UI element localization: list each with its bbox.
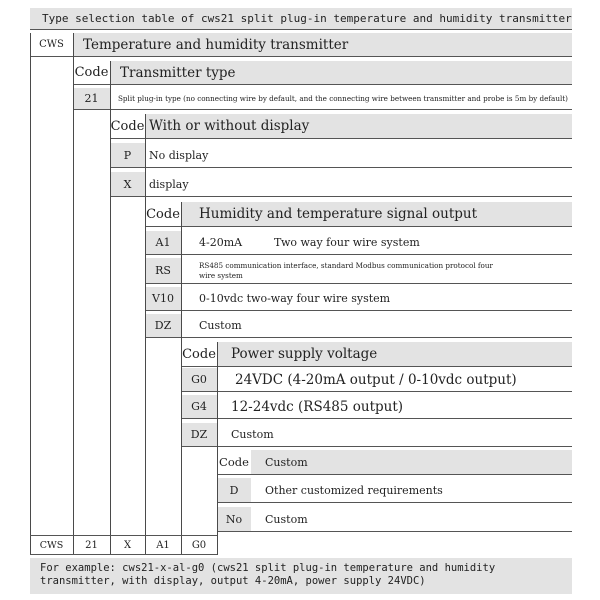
- option-code-v10: V10: [145, 287, 181, 311]
- level2-header: Transmitter type: [110, 61, 572, 85]
- option-code-p: P: [110, 143, 145, 168]
- option-code-21: 21: [73, 88, 110, 110]
- option-code-a1: A1: [145, 231, 181, 255]
- example-code-x: X: [110, 535, 145, 555]
- level1-header: Temperature and humidity transmitter: [73, 33, 572, 57]
- option-desc-d: Other customized requirements: [251, 478, 572, 503]
- connector-line-4: [145, 114, 146, 555]
- connector-line-1: [30, 33, 31, 555]
- level6-code-label: Code: [217, 450, 251, 475]
- option-code-rs: RS: [145, 258, 181, 284]
- option-desc-g4: 12-24vdc (RS485 output): [217, 395, 572, 419]
- connector-line-6: [217, 342, 218, 555]
- example-code-g0: G0: [181, 535, 217, 555]
- option-desc-dz-power: Custom: [217, 423, 572, 447]
- option-desc-21: Split plug-in type (no connecting wire by default, and the connecting wire between transmitter and probe is 5m by default): [110, 88, 572, 110]
- option-code-no: No: [217, 507, 251, 532]
- option-code-x: X: [110, 172, 145, 197]
- option-code-dz-power: DZ: [181, 423, 217, 447]
- example-code-21: 21: [73, 535, 110, 555]
- option-desc-x: display: [145, 172, 572, 197]
- option-desc-g0: 24VDC (4-20mA output / 0-10vdc output): [217, 368, 572, 392]
- example-code-cws: CWS: [30, 535, 73, 555]
- connector-line-3: [110, 61, 111, 555]
- option-code-dz-output: DZ: [145, 314, 181, 338]
- level3-header: With or without display: [145, 114, 572, 139]
- option-desc-dz-output: Custom: [181, 314, 572, 338]
- level5-code-label: Code: [181, 342, 217, 367]
- option-desc-a1-signal: 4-20mA: [199, 236, 243, 249]
- option-code-d: D: [217, 478, 251, 503]
- level4-code-label: Code: [145, 202, 181, 227]
- level2-code-label: Code: [73, 61, 110, 85]
- example-code-a1: A1: [145, 535, 181, 555]
- table-title: Type selection table of cws21 split plug-in temperature and humidity transmitter: [30, 8, 572, 30]
- connector-line-2: [73, 33, 74, 555]
- option-desc-no: Custom: [251, 507, 572, 532]
- option-desc-a1-wiring: Two way four wire system: [274, 236, 420, 249]
- connector-line-5: [181, 202, 182, 555]
- row-line-rs: [501, 283, 572, 284]
- option-desc-a1: [181, 231, 572, 255]
- example-row-end: [217, 535, 218, 555]
- option-code-g0: G0: [181, 368, 217, 392]
- cws-code-cell: CWS: [30, 33, 73, 57]
- option-code-g4: G4: [181, 395, 217, 419]
- option-desc-p: No display: [145, 143, 572, 168]
- example-footnote: For example: cws21-x-al-g0 (cws21 split plug-in temperature and humidity transmitter, with display, output 4-20mA, power supply 24VDC): [30, 558, 572, 594]
- level5-header: Power supply voltage: [217, 342, 572, 367]
- level4-header: Humidity and temperature signal output: [181, 202, 572, 227]
- option-desc-rs: RS485 communication interface, standard Modbus communication protocol four wire system: [181, 258, 501, 284]
- level3-code-label: Code: [110, 114, 145, 139]
- option-desc-v10: 0-10vdc two-way four wire system: [181, 287, 572, 311]
- level6-header: Custom: [251, 450, 572, 475]
